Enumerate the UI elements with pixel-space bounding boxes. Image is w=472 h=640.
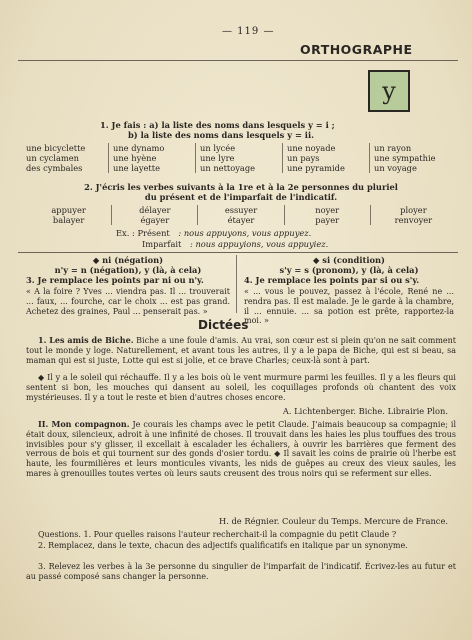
header-rule [18,60,458,61]
ex1-title-a: 1. Je fais : a) la liste des noms dans lesquels y = i ; [100,120,335,130]
ex2-verb: payer [315,215,340,225]
ex1-word-table [26,143,456,173]
ex2-column [26,205,111,225]
ex2-verb: balayer [52,215,85,225]
ex4-title: 4. Je remplace les points par si ou s'y. [244,275,420,285]
ex1-word: un rayon [374,143,412,153]
ex1-word: une pyramide [287,163,345,173]
ex1-word: une hyène [113,153,157,163]
dictee-2-source: H. de Régnier. Couleur du Temps. Mercure de France. [218,516,448,526]
ex1-word: une dynamo [113,143,165,153]
ex1-word: des cymbales [26,163,83,173]
ex2-verb: noyer [315,205,340,215]
dictee-2-heading: II. Mon compagnon. [38,419,130,429]
ex2-column [111,205,197,225]
ex1-column [369,143,456,173]
ex2-verb: étayer [227,215,255,225]
ex1-column [26,143,108,173]
dictee-1-text: Biche a une foule d'amis. Au vrai, son cœur est si plein qu'on ne sait comment tout le monde y loge. Naturellement, et avant tous les autres, il y a le papa de Biche, qui est si beau, sa maman qui est si juste, Lotte qui est si jolie, et ce brave Charles; ceux-là sont à part. [26,336,457,365]
ex2-example-imparfait [142,239,328,249]
ex1-word: un nettoyage [200,163,256,173]
ex1-word: une noyade [287,143,336,153]
ex2-verb: renvoyer [394,215,433,225]
ex2-title-1: 2. J'écris les verbes suivants à la 1re et à la 2e personnes du pluriel [84,182,398,192]
dictee-1-heading: 1. Les amis de Biche. [38,335,134,345]
letter-badge: y [368,70,410,112]
ex1-word: une bicyclette [26,143,86,153]
ex3-title: 3. Je remplace les points par ni ou n'y. [26,275,204,285]
ex2-present-text: : nous appuyons, vous appuyez. [178,228,312,238]
ex1-word: une sympathie [374,153,436,163]
ex1-word: un pays [287,153,320,163]
ex2-title-2: du présent et de l'imparfait de l'indicatif. [144,192,338,202]
ex2-rule [18,252,458,253]
ex2-verb-table [26,205,456,225]
question-1: Questions. 1. Pour quelles raisons l'auteur recherchait-il la compagnie du petit Claude ? [38,530,397,539]
ex2-column [284,205,370,225]
ex2-imparfait-label: Imparfait [142,239,182,249]
ex2-column [197,205,283,225]
dictee-1-paragraph [26,336,456,365]
ex2-verb: égayer [140,215,170,225]
ex1-column [282,143,369,173]
ex2-verb: ployer [400,205,427,215]
section-title: ORTHOGRAPHE [300,42,413,57]
ex2-verb: délayer [139,205,171,215]
ex1-column [108,143,195,173]
ex1-word: une lyre [200,153,235,163]
ex1-title-b: b) la liste des noms dans lesquels y = ii. [128,130,314,140]
ex3-rule: n'y = n (négation), y (là, à cela) [54,265,202,275]
dictee-2-text: Je courais les champs avec le petit Claude. J'aimais beaucoup sa compagnie; il était doux, silencieux, adroit à une infinité de choses. Il trouvait dans les haies les plus touffues des trous invisibles pour s'y glisser, il excellait à escalader les échaliers, à ouvrir les barrières que ferment des verrous de bois et qui tournent sur des gonds d'osier tordu. ◆ Il savait les coins de prairie où l'herbe est haute, les fourmilières et leurs monticules vivants, les nids de guêpes au creux des vieux saules, les mares à grenouilles toutes vertes où leurs sauts creusent des trous noirs qui se referment sur elles. [26,420,457,478]
question-2: 2. Remplacez, dans le texte, chacun des adjectifs qualificatifs en italique par un synonyme. [38,541,408,550]
ex1-word: un cyclamen [26,153,80,163]
ex4-heading: ◆ si (condition) [313,255,385,265]
column-divider [236,255,237,313]
ex2-verb: essuyer [224,205,258,215]
question-3: 3. Relevez les verbes à la 3e personne du singulier de l'imparfait de l'indicatif. Écrivez-les au futur et au passé composé sans changer la personne. [26,562,456,581]
page-number: — 119 — [222,26,275,37]
ex2-column [370,205,456,225]
dictees-title: Dictées [198,318,249,332]
dictee-2-paragraph [26,420,456,479]
ex2-present-label: Ex. : Présent [116,228,170,238]
ex1-word: une layette [113,163,161,173]
ex4-rule: s'y = s (pronom), y (là, à cela) [279,265,419,275]
ex2-imparfait-text: : nous appuyions, vous appuyiez. [190,239,329,249]
ex2-verb: appuyer [51,205,86,215]
ex3-text: « A la foire ? Yves ... viendra pas. Il ... trouverait ... faux, ... fourche, car le choix ... est pas grand. Achetez des graines, Paul ... penserait pas. » [26,287,230,316]
ex1-word: un voyage [374,163,417,173]
dictee-1-source: A. Lichtenberger. Biche. Librairie Plon. [282,406,448,416]
ex4-text: « ... vous le pouvez, passez à l'école, René ne ... rendra pas. Il est malade. Je le garde à la chambre, il ... ennuie. ... sa potion est prête, rapportez-la moi. » [244,287,454,326]
ex2-example-present [116,228,311,238]
ex1-word: un lycée [200,143,236,153]
dictee-1-paragraph-2: ◆ Il y a le soleil qui réchauffe. Il y a les bois où le vent murmure parmi les feuilles. Il y a les fleurs qui sentent si bon, les mouches qui dansent au soleil, les coquillages profonds où chantent des voix mystérieuses. Il y a tout le reste et bien d'autres choses encore. [26,373,456,402]
ex1-column [195,143,282,173]
ex3-heading: ◆ ni (négation) [92,255,164,265]
